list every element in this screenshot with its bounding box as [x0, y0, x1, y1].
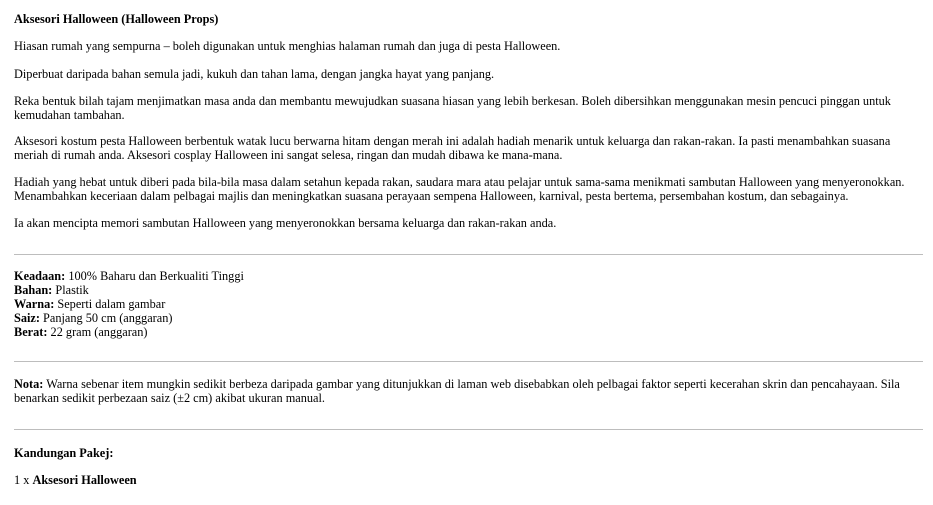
spec-row-condition	[14, 269, 923, 283]
description-paragraph-4: Aksesori kostum pesta Halloween berbentuk watak lucu berwarna hitam dengan merah ini adalah hadiah menarik untuk keluarga dan rakan-rakan. Ia pasti menambahkan suasana meriah di rumah anda. Aksesori cosplay Halloween ini sangat selesa, ringan dan mudah dibawa ke mana-mana.	[14, 134, 891, 162]
note-paragraph	[14, 377, 923, 405]
description-paragraph-6: Ia akan mencipta memori sambutan Halloween yang menyeronokkan bersama keluarga dan rakan-rakan anda.	[14, 216, 557, 230]
note-label: Nota:	[14, 377, 44, 391]
spec-label: Bahan:	[14, 283, 53, 297]
divider	[14, 361, 923, 362]
note-text: Warna sebenar item mungkin sedikit berbeza daripada gambar yang ditunjukkan di laman web disebabkan oleh pelbagai faktor seperti kecerahan skrin dan pencahayaan. Sila benarkan sedikit perbezaan saiz (±2 cm) akibat ukuran manual.	[14, 377, 900, 405]
description-paragraph-3: Reka bentuk bilah tajam menjimatkan masa anda dan membantu mewujudkan suasana hiasan yang lebih berkesan. Boleh dibersihkan menggunakan mesin pencuci pinggan untuk kemudahan tambahan.	[14, 94, 891, 122]
spec-label: Berat:	[14, 325, 48, 339]
spec-row-color	[14, 297, 923, 311]
divider	[14, 254, 923, 255]
package-contents-item	[14, 473, 923, 487]
product-title: Aksesori Halloween (Halloween Props)	[14, 12, 219, 26]
package-contents-title: Kandungan Pakej:	[14, 446, 114, 460]
description-paragraph-2: Diperbuat daripada bahan semula jadi, kukuh dan tahan lama, dengan jangka hayat yang panjang.	[14, 67, 495, 81]
description-paragraph-5: Hadiah yang hebat untuk diberi pada bila-bila masa dalam setahun kepada rakan, saudara mara atau pelajar untuk sama-sama menikmati sambutan Halloween yang menyeronokkan. Menambahkan keceriaan dalam pelbagai majlis dan meningkatkan suasana perayaan sempena Halloween, karnival, pesta bertema, persembahan kostum, dan sebagainya.	[14, 175, 905, 203]
spec-row-weight	[14, 325, 923, 339]
description-paragraph-1: Hiasan rumah yang sempurna – boleh digunakan untuk menghias halaman rumah dan juga di pesta Halloween.	[14, 39, 561, 53]
spec-value: Seperti dalam gambar	[54, 297, 166, 311]
spec-label: Keadaan:	[14, 269, 66, 283]
package-quantity: 1 x	[14, 473, 33, 487]
divider	[14, 429, 923, 430]
spec-row-size	[14, 311, 923, 325]
spec-value: 22 gram (anggaran)	[47, 325, 148, 339]
spec-label: Saiz:	[14, 311, 40, 325]
specifications-list	[14, 269, 923, 339]
spec-row-material	[14, 283, 923, 297]
package-item-name: Aksesori Halloween	[32, 473, 137, 487]
spec-value: Panjang 50 cm (anggaran)	[39, 311, 173, 325]
spec-value: 100% Baharu dan Berkualiti Tinggi	[65, 269, 244, 283]
spec-label: Warna:	[14, 297, 55, 311]
spec-value: Plastik	[52, 283, 89, 297]
